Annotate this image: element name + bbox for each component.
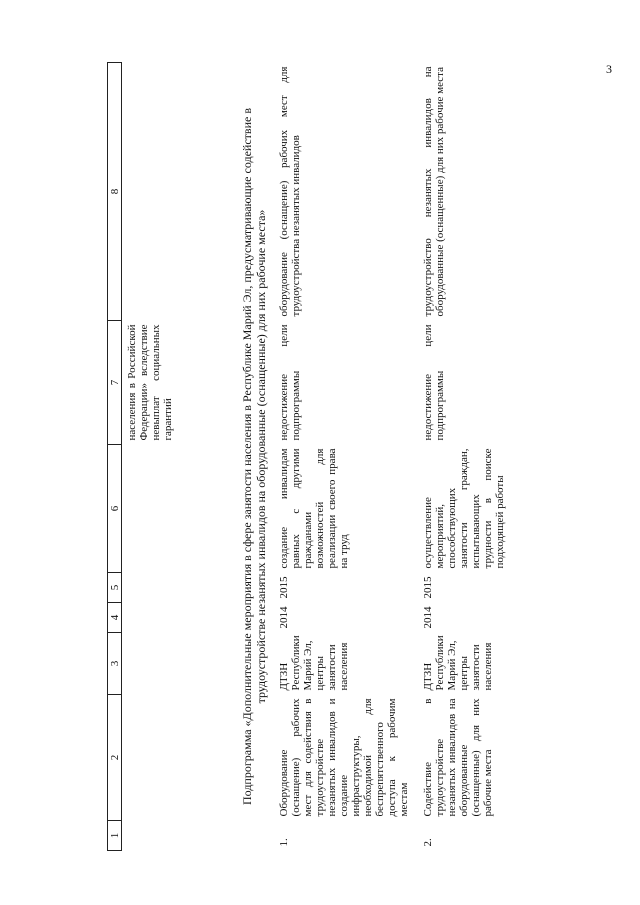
executor-cell: ДТЗН Республики Марий Эл, центры занятости населения <box>278 635 350 691</box>
page-number: 3 <box>606 62 612 76</box>
column-header: 3 <box>108 633 122 695</box>
column-header: 4 <box>108 603 122 633</box>
consequence-cell: недостижение цели подпрограммы <box>278 324 302 441</box>
subprogram-title-row <box>230 63 274 851</box>
consequence-cell: недостижение цели подпрограммы <box>422 324 446 441</box>
rotated-table-container <box>107 63 517 851</box>
link-cell: трудоустройство незанятых инвалидов на оборудованные (оснащенные) для них рабочие места <box>422 66 446 317</box>
start-year-cell: 2014 <box>422 606 434 629</box>
column-header: 1 <box>108 821 122 851</box>
result-cell: осуществление мероприятий, способствующих занятости граждан, испытывающих трудности в поиске подходящей работы <box>422 448 506 569</box>
continuation-text: населения в Российской Федерации» вследствие невыплат социальных гарантий <box>126 324 174 441</box>
measures-table <box>107 62 554 851</box>
end-year-cell: 2015 <box>422 576 434 599</box>
row-number: 1. <box>278 838 290 847</box>
activity-cell: Оборудование (оснащение) рабочих мест для содействия в трудоустройстве незанятых инвалидов и создание инфраструктуры, необходимой для беспрепятственного доступа к рабочим местам <box>278 698 410 817</box>
start-year-cell: 2014 <box>278 606 290 629</box>
table-row <box>418 63 554 851</box>
column-header: 8 <box>108 63 122 321</box>
table-row <box>274 63 418 851</box>
column-number-row <box>108 63 122 851</box>
result-cell: создание инвалидам равных с другими гражданами возможностей для реализации своего права на труд <box>278 448 350 569</box>
link-cell: оборудование (оснащение) рабочих мест для трудоустройства незанятых инвалидов <box>278 66 302 317</box>
column-header: 5 <box>108 573 122 603</box>
column-header: 2 <box>108 695 122 821</box>
activity-cell: Содействие в трудоустройстве незанятых инвалидов на оборудованные (оснащенные) для них рабочие места <box>422 698 494 817</box>
end-year-cell: 2015 <box>278 576 290 599</box>
column-header: 6 <box>108 445 122 573</box>
continuation-row <box>122 63 231 851</box>
row-number: 2. <box>422 838 434 847</box>
executor-cell: ДТЗН Республики Марий Эл, центры занятости населения <box>422 635 494 691</box>
column-header: 7 <box>108 321 122 445</box>
subprogram-title: Подпрограмма «Дополнительные мероприятия в сфере занятости населения в Республике Марий Эл, предусматривающие содействие в трудоустройстве незанятых инвалидов на оборудованные (оснащенные) для них рабочие места» <box>240 108 268 805</box>
